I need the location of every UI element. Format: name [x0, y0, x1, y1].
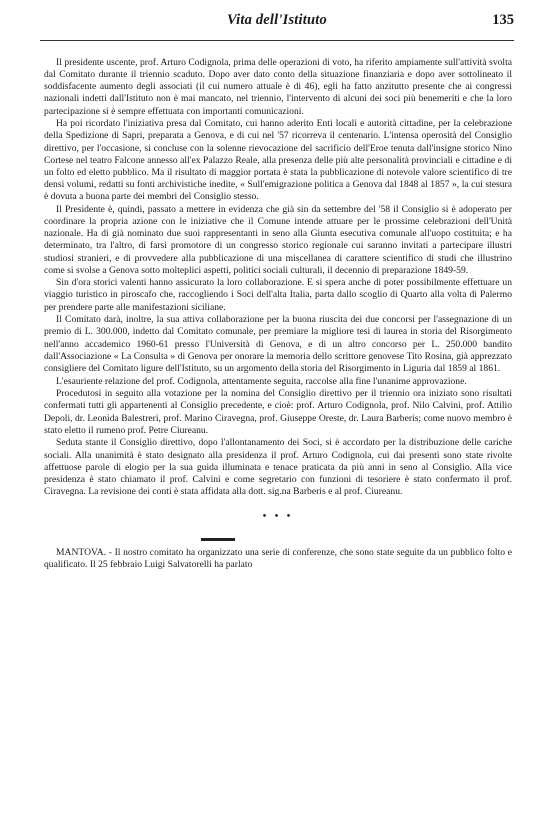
paragraph-5: Il Comitato darà, inoltre, la sua attiva collaborazione per la buona riuscita dei due concorsi per l'assegnazione di un premio di L. 300.000, indetto dal Comitato comunale, per premiare la migliore tesi di laurea in storia del Risorgimento nell'anno accademico 1960-61 presso l'Università di Genova, e di un altro concorso per L. 250.000 bandito dall'Associazione « La Consulta » di Genova per onorare la memoria dello scrittore genovese Tito Rosina, già apprezzato consigliere del Comitato ligure dell'Istituto, su un argomento della storia del Risorgimento in Liguria dal 1859 al 1861. [44, 314, 512, 374]
paragraph-8: Seduta stante il Consiglio direttivo, dopo l'allontanamento dei Soci, si è accordato per la distribuzione delle cariche sociali. Alla unanimità è stato designato alla presidenza il prof. Arturo Codignola, cui dai presenti sono state rivolte affettuose parole di elogio per la sua guida illuminata e tenace praticata da più anni in seno al Consiglio. Alla vice presidenza è stato chiamato il prof. Calvini e come segretario con funzioni di tesoriere è stato confermato il prof. Ciravegna. La revisione dei conti è stata affidata alla dott. sig.na Barberis e al prof. Ciureanu. [44, 437, 512, 497]
running-header [40, 0, 514, 41]
page-number: 135 [492, 12, 514, 28]
running-title: Vita dell'Istituto [227, 12, 327, 28]
paragraph-2: Ha poi ricordato l'iniziativa presa dal Comitato, cui hanno aderito Enti locali e autorità cittadine, per la celebrazione della Spedizione di Sapri, preparata a Genova, e di cui nel '57 ricorreva il centenario. L'intensa operosità del Consiglio direttivo, per l'occasione, si concluse con la solenne rievocazione del sacrificio dell'Eroe tenuta dall'insigne storico Nino Cortese nel teatro Falcone annesso all'ex Palazzo Reale, alla presenza delle più alte personalità provinciali e cittadine e di un folto ed eletto pubblico. Ma il risultato di maggior portata è stata la pubblicazione di notevole valore scientifico di tre densi volumi, redatti su fonti archivistiche inedite, « Sull'emigrazione politica a Genova dal 1848 al 1857 », la cui stesura è dovuta a buona parte dei membri del Consiglio stesso. [44, 118, 512, 203]
paragraph-final: MANTOVA. - Il nostro comitato ha organizzato una serie di conferenze, che sono state seguite da un pubblico folto e qualificato. Il 25 febbraio Luigi Salvatorelli ha parlato [44, 547, 512, 571]
paragraph-7: Procedutosi in seguito alla votazione per la nomina del Consiglio direttivo per il triennio ora iniziato sono risultati confermati tutti gli appartenenti al Consiglio precedente, e cioè: prof. Arturo Codignola, prof. Nilo Calvini, prof. Attilio Depoli, dr. Leonida Balestreri, prof. Marino Ciravegna, prof. Giuseppe Oreste, dr. Laura Barberis; come nuovo membro è stato eletto il rumeno prof. Petre Ciureanu. [44, 388, 512, 436]
paragraph-6: L'esauriente relazione del prof. Codignola, attentamente seguita, raccolse alla fine l'unanime approvazione. [56, 375, 467, 387]
paragraph-4: Sin d'ora storici valenti hanno assicurato la loro collaborazione. E si spera anche di poter possibilmente effettuare un viaggio turistico in piroscafo che, raccogliendo i Soci dell'alta Italia, parta dallo scoglio di Quarto alla volta di Palermo per prendere parte alle manifestazioni siciliane. [44, 277, 512, 313]
paragraph-3: Il Presidente è, quindi, passato a mettere in evidenza che già sin da settembre del '58 il Consiglio si è adoperato per coordinare la propria azione con le iniziative che il Comune intende attuare per le prossime celebrazioni dell'Unità nazionale. Ha di già nominato due suoi rappresentanti in seno alla Giunta esecutiva comunale all'uopo costituita; e ha determinato, tra l'altro, di farsi promotore di un congresso storico regionale cui saranno invitati a partecipare illustri studiosi stranieri, e di provvedere alla pubblicazione di una miscellanea di carattere scientifico di studi che illustrino come si svolse a Genova sotto molteplici aspetti, politici sociali culturali, il decennio di preparazione 1849-59. [44, 203, 512, 276]
paragraph-1: Il presidente uscente, prof. Arturo Codignola, prima delle operazioni di voto, ha riferito ampiamente sull'attività svolta dal Comitato durante il triennio scaduto. Dopo aver dato conto della situazione finanziaria e dopo aver sottolineato il soddisfacente aumento degli associati (il cui numero attuale è di 46), egli ha fatto anzitutto presente che ai congressi nazionali indetti dall'Istituto non è mai mancato, nel triennio, l'intervento di alcuni dei soci più benemeriti e che la loro partecipazione si è sempre effettuata con importanti comunicazioni. [44, 57, 512, 117]
section-separator: • • • [262, 511, 294, 523]
decorative-rule [201, 538, 235, 541]
article-body [44, 41, 512, 571]
